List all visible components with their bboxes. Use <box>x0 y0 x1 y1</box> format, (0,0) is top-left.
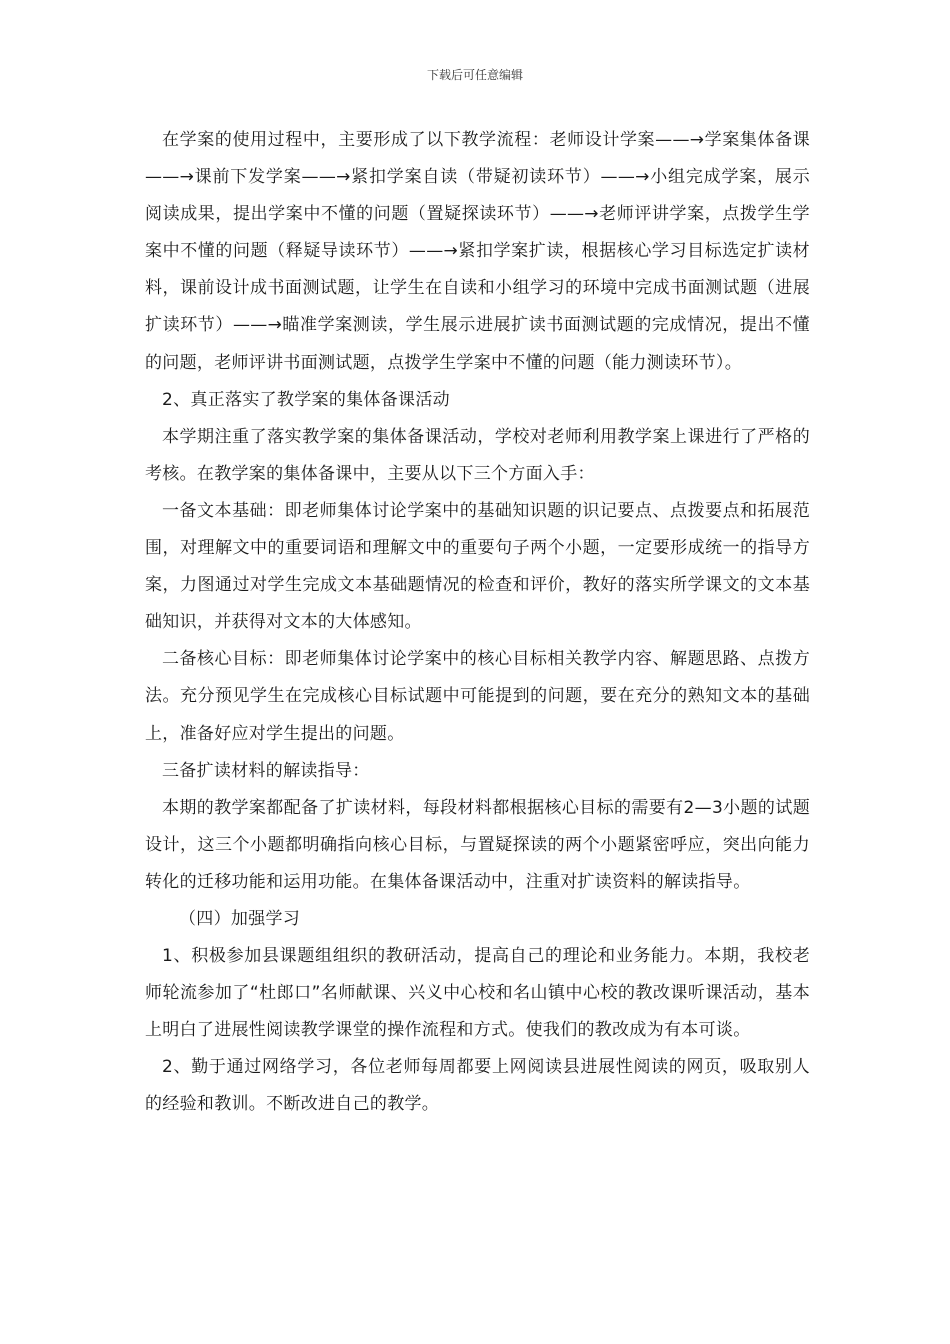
paragraph-heading-strengthen-study: （四）加强学习 <box>179 908 301 929</box>
paragraph-teaching-research: 1、积极参加县课题组组织的教研活动，提高自己的理论和业务能力。本期，我校老师轮流参加了“杜郎口”名师献课、兴义中心校和名山镇中心校的教改课听课活动，基本上明白了进展性阅读教学课堂的操作流程和方式。使我们的教改成为有本可谈。 <box>145 946 810 1041</box>
document-body <box>145 122 810 1124</box>
paragraph-online-learning: 2、勤于通过网络学习，各位老师每周都要上网阅读县进展性阅读的网页，吸取别人的经验和教训。不断改进自己的教学。 <box>145 1057 810 1115</box>
paragraph-text-basics: 一备文本基础：即老师集体讨论学案中的基础知识题的识记要点、点拨要点和拓展范围，对理解文中的重要词语和理解文中的重要句子两个小题，一定要形成统一的指导方案，力图通过对学生完成文本基础题情况的检查和评价，教好的落实所学课文的文本基础知识，并获得对文本的大体感知。 <box>145 500 810 633</box>
paragraph-heading-collective-prep: 2、真正落实了教学案的集体备课活动 <box>162 389 450 410</box>
paragraph-extended-reading: 本期的教学案都配备了扩读材料，每段材料都根据核心目标的需要有2—3小题的试题设计，这三个小题都明确指向核心目标，与置疑探读的两个小题紧密呼应，突出向能力转化的迁移功能和运用功能。在集体备课活动中，注重对扩读资料的解读指导。 <box>145 797 810 892</box>
paragraph-collective-prep: 本学期注重了落实教学案的集体备课活动，学校对老师利用教学案上课进行了严格的考核。在教学案的集体备课中，主要从以下三个方面入手： <box>145 426 810 484</box>
page-header: 下载后可任意编辑 <box>426 68 523 82</box>
paragraph-heading-extended-reading: 三备扩读材料的解读指导： <box>162 760 370 781</box>
paragraph-workflow: 在学案的使用过程中，主要形成了以下教学流程：老师设计学案——→学案集体备课——→课前下发学案——→紧扣学案自读（带疑初读环节）——→小组完成学案，展示阅读成果，提出学案中不懂的问题（置疑探读环节）——→老师评讲学案，点拨学生学案中不懂的问题（释疑导读环节）——→紧扣学案扩读，根据核心学习目标选定扩读材料，课前设计成书面测试题，让学生在自读和小组学习的环境中完成书面测试题（进展扩读环节）——→瞄准学案测读，学生展示进展扩读书面测试题的完成情况，提出不懂的问题，老师评讲书面测试题，点拨学生学案中不懂的问题（能力测读环节）。 <box>145 130 810 373</box>
paragraph-core-goals: 二备核心目标：即老师集体讨论学案中的核心目标相关教学内容、解题思路、点拨方法。充分预见学生在完成核心目标试题中可能提到的问题，要在充分的熟知文本的基础上，准备好应对学生提出的问题。 <box>145 649 810 744</box>
